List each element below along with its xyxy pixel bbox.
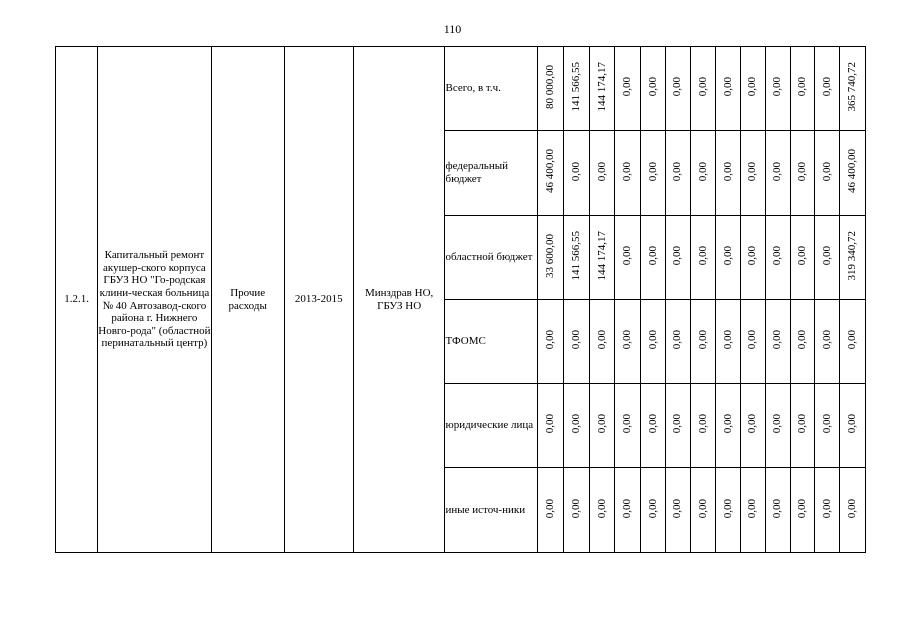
amount-cell [741,384,766,468]
amount-cell [665,131,690,216]
amount-value: 0,00 [595,330,608,350]
amount-value: 0,00 [544,498,557,518]
amount-value: 80 000,00 [544,64,557,109]
amount-cell [641,468,666,553]
amount-cell [615,47,641,131]
amount-cell [765,384,790,468]
amount-value: 141 566,55 [569,230,582,281]
amount-cell [538,47,564,131]
amount-cell [840,468,866,553]
amount-value: 46 400,00 [544,149,557,194]
amount-cell [840,300,866,384]
amount-value: 0,00 [846,414,858,434]
amount-cell [741,131,766,216]
amount-value: 0,00 [671,414,684,434]
amount-cell [589,468,615,553]
amount-value: 0,00 [621,414,634,434]
funding-source-label: областной бюджет [445,216,538,300]
amount-value: 0,00 [746,77,759,97]
amount-value: 0,00 [820,330,833,350]
amount-cell [665,384,690,468]
amount-cell [615,384,641,468]
amount-value: 0,00 [771,77,784,97]
amount-value: 0,00 [544,330,557,350]
funding-source-label: Всего, в т.ч. [445,47,538,131]
amount-value: 0,00 [595,414,608,434]
amount-value: 0,00 [795,161,808,181]
amount-value: 0,00 [771,498,784,518]
amount-value: 0,00 [646,498,659,518]
amount-cell [815,384,840,468]
amount-cell [815,216,840,300]
activity-name: Капитальный ремонт акушер-ского корпуса ГБУЗ НО "Го-родская клини-ческая больница № 40 Автозавод-ского района г. Нижнего Новго-рода" (областной перинатальный центр) [98,47,211,553]
amount-cell [538,384,564,468]
amount-value: 0,00 [746,246,759,266]
amount-cell [641,216,666,300]
period: 2013-2015 [284,47,353,553]
amount-cell [538,468,564,553]
amount-value: 0,00 [621,330,634,350]
amount-value: 0,00 [721,414,734,434]
amount-cell [641,384,666,468]
amount-cell [790,384,815,468]
amount-value: 0,00 [746,414,759,434]
amount-cell [765,47,790,131]
amount-value: 319 340,72 [846,230,858,281]
amount-value: 0,00 [671,498,684,518]
amount-cell [765,468,790,553]
amount-cell [741,468,766,553]
funding-source-label: федеральный бюджет [445,131,538,216]
amount-cell [741,300,766,384]
amount-value: 0,00 [569,498,582,518]
amount-value: 0,00 [621,77,634,97]
amount-value: 0,00 [595,498,608,518]
amount-value: 0,00 [820,498,833,518]
amount-value: 0,00 [696,498,709,518]
amount-cell [665,300,690,384]
amount-value: 0,00 [646,77,659,97]
amount-value: 0,00 [721,246,734,266]
amount-value: 0,00 [846,498,858,518]
amount-cell [840,216,866,300]
amount-value: 0,00 [646,330,659,350]
amount-value: 0,00 [671,330,684,350]
amount-value: 0,00 [671,161,684,181]
amount-cell [589,384,615,468]
amount-cell [538,300,564,384]
amount-value: 46 400,00 [846,149,858,194]
amount-value: 0,00 [795,414,808,434]
amount-value: 0,00 [820,77,833,97]
amount-value: 0,00 [795,330,808,350]
amount-value: 0,00 [696,330,709,350]
amount-cell [815,131,840,216]
amount-cell [815,47,840,131]
amount-cell [716,468,741,553]
amount-cell [741,216,766,300]
amount-cell [716,47,741,131]
amount-cell [665,47,690,131]
amount-value: 0,00 [771,246,784,266]
amount-value: 365 740,72 [846,61,858,112]
amount-cell [815,468,840,553]
amount-value: 0,00 [696,77,709,97]
amount-value: 0,00 [721,498,734,518]
amount-value: 0,00 [646,414,659,434]
amount-cell [615,468,641,553]
amount-value: 0,00 [746,498,759,518]
amount-cell [589,131,615,216]
amount-cell [840,47,866,131]
executor: Минздрав НО, ГБУЗ НО [353,47,445,553]
amount-cell [790,47,815,131]
amount-value: 0,00 [671,246,684,266]
amount-cell [589,216,615,300]
amount-cell [765,216,790,300]
amount-value: 0,00 [696,246,709,266]
amount-value: 144 174,17 [595,61,608,112]
amount-value: 0,00 [569,414,582,434]
amount-cell [538,216,564,300]
amount-cell [690,216,716,300]
amount-cell [790,468,815,553]
amount-value: 0,00 [696,161,709,181]
amount-cell [563,131,589,216]
amount-cell [563,47,589,131]
amount-value: 0,00 [820,414,833,434]
amount-cell [716,131,741,216]
amount-value: 0,00 [569,161,582,181]
amount-cell [716,216,741,300]
amount-cell [690,468,716,553]
amount-cell [563,300,589,384]
amount-cell [641,47,666,131]
amount-value: 0,00 [771,330,784,350]
amount-cell [765,300,790,384]
amount-value: 0,00 [746,161,759,181]
amount-cell [790,216,815,300]
amount-cell [690,384,716,468]
amount-value: 0,00 [746,330,759,350]
amount-value: 0,00 [721,330,734,350]
amount-value: 0,00 [846,330,858,350]
amount-cell [840,131,866,216]
amount-value: 0,00 [646,161,659,181]
amount-value: 0,00 [544,414,557,434]
amount-value: 0,00 [621,246,634,266]
amount-cell [589,47,615,131]
row-code: 1.2.1. [56,47,98,553]
funding-source-label: ТФОМС [445,300,538,384]
page-number: 110 [443,22,462,36]
amount-cell [563,468,589,553]
amount-value: 0,00 [771,161,784,181]
amount-value: 141 566,55 [569,61,582,112]
amount-cell [815,300,840,384]
budget-table [55,46,866,553]
amount-cell [563,216,589,300]
amount-value: 0,00 [696,414,709,434]
amount-value: 0,00 [820,246,833,266]
amount-cell [641,131,666,216]
amount-cell [716,300,741,384]
amount-cell [615,300,641,384]
amount-value: 0,00 [795,498,808,518]
amount-value: 0,00 [646,246,659,266]
expense-type: Прочие расходы [211,47,284,553]
amount-cell [665,216,690,300]
amount-cell [790,131,815,216]
amount-value: 0,00 [721,77,734,97]
amount-cell [790,300,815,384]
amount-cell [589,300,615,384]
funding-source-label: иные источ-ники [445,468,538,553]
source-row [56,47,866,131]
amount-value: 0,00 [569,330,582,350]
funding-source-label: юридические лица [445,384,538,468]
amount-cell [765,131,790,216]
amount-cell [615,131,641,216]
amount-value: 33 600,00 [544,233,557,278]
amount-value: 0,00 [795,246,808,266]
amount-value: 0,00 [671,77,684,97]
amount-value: 0,00 [771,414,784,434]
amount-cell [538,131,564,216]
amount-value: 0,00 [820,161,833,181]
amount-cell [716,384,741,468]
amount-value: 0,00 [721,161,734,181]
amount-cell [741,47,766,131]
amount-cell [563,384,589,468]
amount-value: 0,00 [621,161,634,181]
amount-cell [690,47,716,131]
amount-value: 0,00 [595,161,608,181]
amount-value: 0,00 [621,498,634,518]
amount-cell [840,384,866,468]
amount-cell [690,300,716,384]
amount-cell [665,468,690,553]
amount-value: 144 174,17 [595,230,608,281]
amount-cell [615,216,641,300]
amount-value: 0,00 [795,77,808,97]
amount-cell [690,131,716,216]
amount-cell [641,300,666,384]
